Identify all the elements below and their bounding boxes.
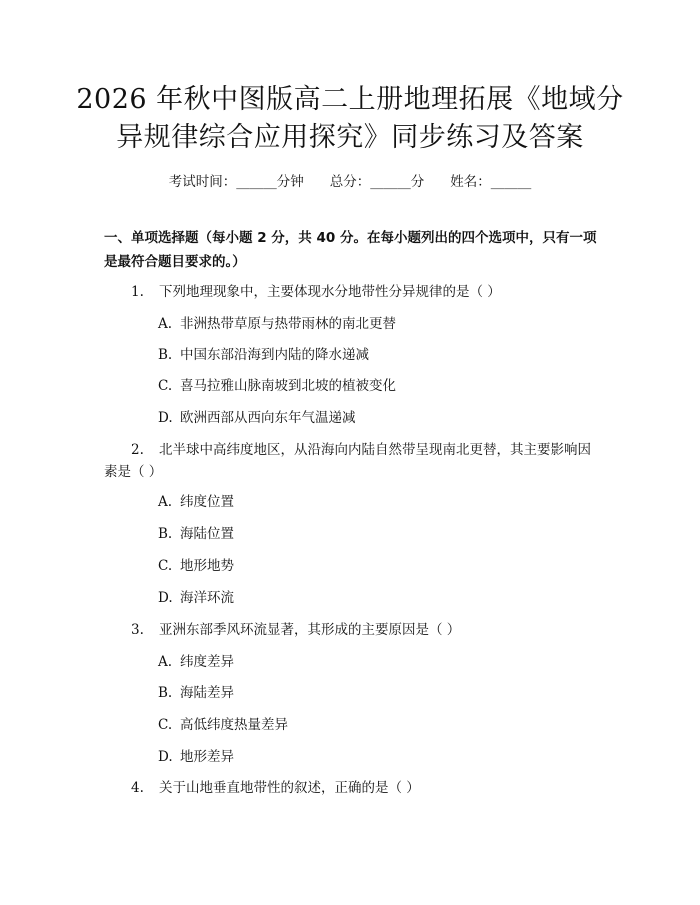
option-letter: C. (158, 378, 173, 394)
option-letter: D. (158, 590, 173, 606)
question-text: 北半球中高纬度地区，从沿海向内陆自然带呈现南北更替，其主要影响因 (159, 442, 591, 458)
option-2d (158, 586, 234, 610)
option-3d (158, 745, 234, 769)
option-letter: A. (158, 654, 173, 670)
option-1a (158, 312, 396, 336)
question-number: 1. (131, 284, 144, 300)
option-text: 纬度位置 (180, 494, 234, 510)
exam-time-field: 考试时间：______分钟 (168, 174, 304, 190)
option-3c (158, 713, 288, 737)
option-letter: A. (158, 316, 173, 332)
option-2a (158, 490, 234, 514)
option-text: 纬度差异 (180, 654, 234, 670)
option-text: 海洋环流 (180, 590, 234, 606)
option-2b (158, 522, 234, 546)
question-number: 2. (131, 442, 144, 458)
document-title-line-2: 异规律综合应用探究》同步练习及答案 (116, 122, 584, 153)
document-title-line-1: 2026 年秋中图版高二上册地理拓展《地域分 (76, 84, 624, 115)
option-letter: B. (158, 685, 173, 701)
exam-meta (0, 170, 700, 190)
option-1c (158, 374, 396, 398)
option-letter: C. (158, 558, 173, 574)
question-text: 亚洲东部季风环流显著，其形成的主要原因是（ ） (159, 622, 461, 638)
question-number: 3. (131, 622, 144, 638)
section-heading-cont: 是最符合题目要求的。） (104, 254, 246, 270)
option-1d (158, 406, 356, 430)
option-3a (158, 650, 234, 674)
option-letter: D. (158, 410, 173, 426)
option-3b (158, 681, 234, 705)
option-text: 海陆差异 (180, 685, 234, 701)
question-text: 关于山地垂直地带性的叙述，正确的是（ ） (159, 780, 420, 796)
option-letter: C. (158, 717, 173, 733)
option-text: 地形地势 (180, 558, 234, 574)
option-1b (158, 343, 369, 367)
option-letter: D. (158, 749, 173, 765)
option-text: 高低纬度热量差异 (180, 717, 288, 733)
option-text: 地形差异 (180, 749, 234, 765)
question-2-cont: 素是（ ） (104, 464, 163, 480)
option-letter: A. (158, 494, 173, 510)
option-text: 海陆位置 (180, 526, 234, 542)
option-letter: B. (158, 526, 173, 542)
exam-score-field: 总分：______分 (329, 174, 425, 190)
exam-name-field: 姓名：______ (450, 174, 532, 190)
option-text: 非洲热带草原与热带雨林的南北更替 (180, 316, 396, 332)
option-2c (158, 554, 234, 578)
option-text: 喜马拉雅山脉南坡到北坡的植被变化 (180, 378, 396, 394)
section-heading: 一、单项选择题（每小题 2 分，共 40 分。在每小题列出的四个选项中，只有一项 (104, 230, 597, 246)
question-number: 4. (131, 780, 144, 796)
option-text: 欧洲西部从西向东年气温递减 (180, 410, 356, 426)
option-text: 中国东部沿海到内陆的降水递减 (180, 347, 369, 363)
question-text: 下列地理现象中，主要体现水分地带性分异规律的是（ ） (159, 284, 501, 300)
option-letter: B. (158, 347, 173, 363)
